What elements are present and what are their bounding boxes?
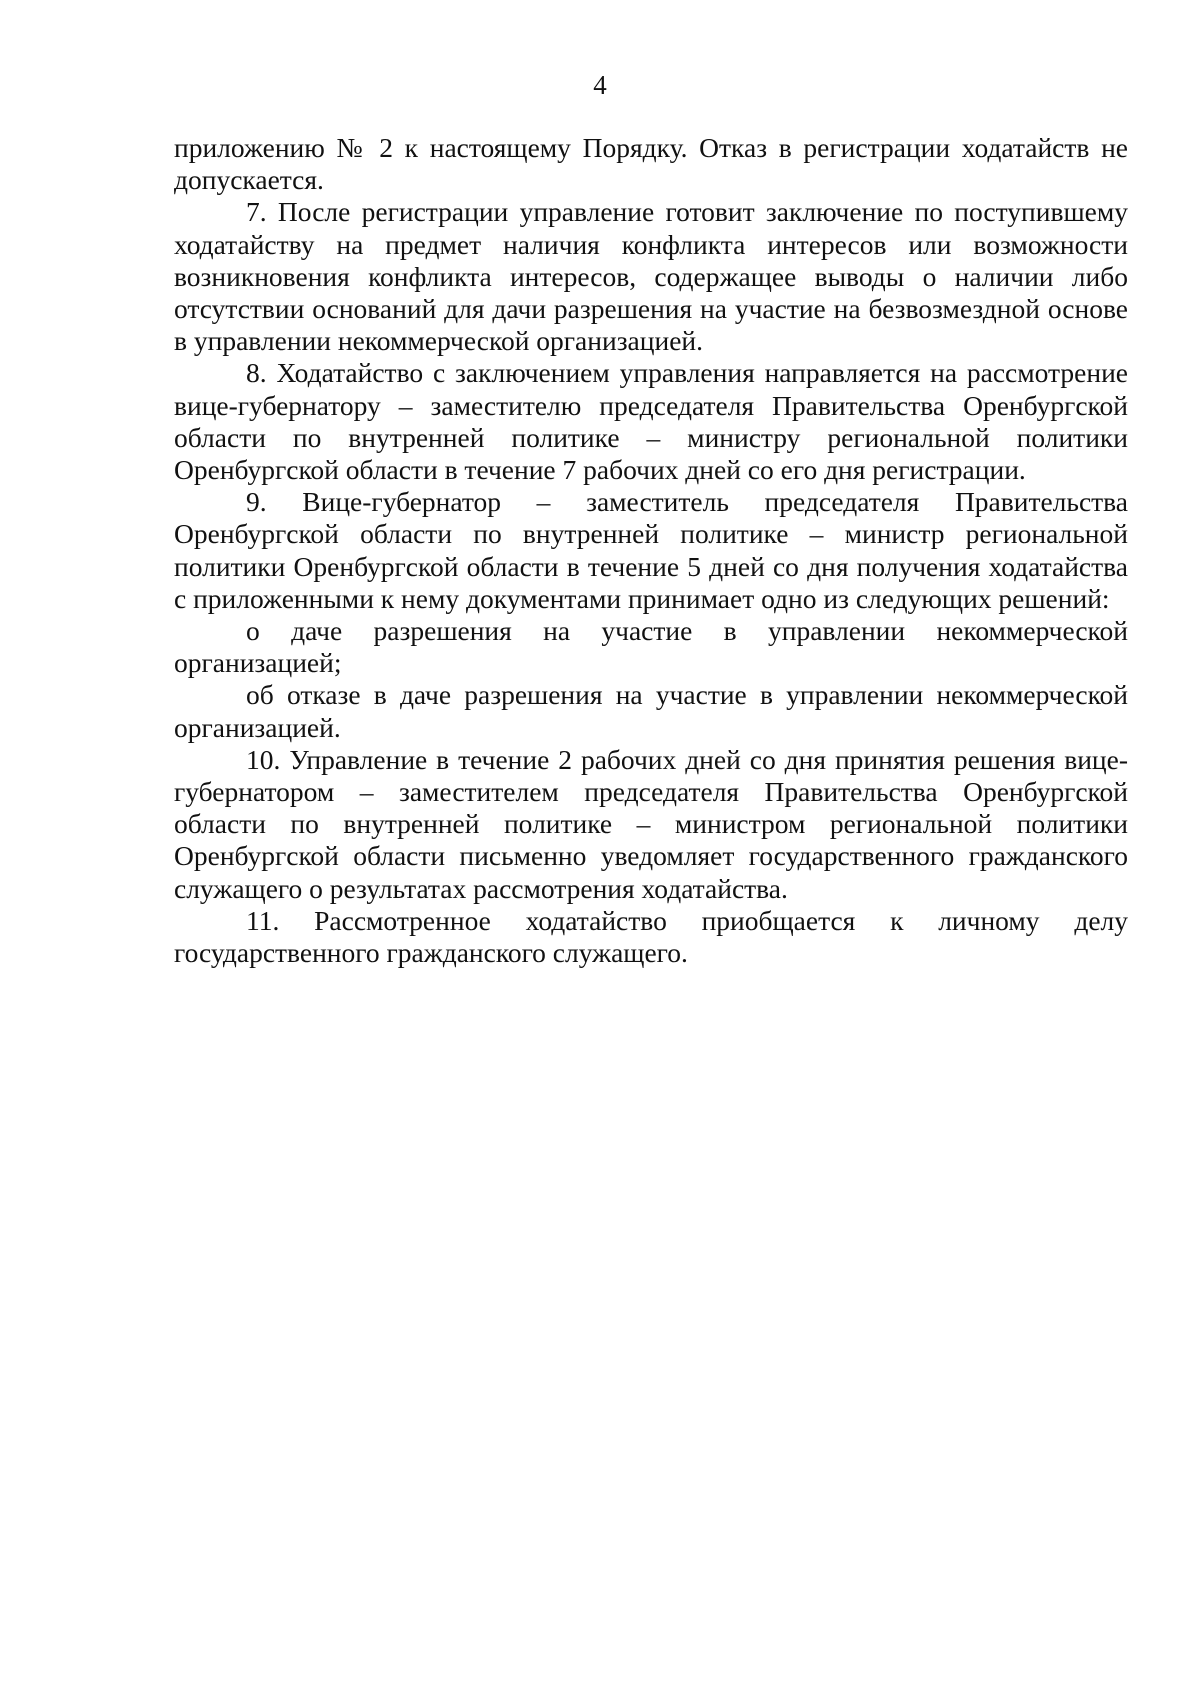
paragraph-item-10: 10. Управление в течение 2 рабочих дней со дня принятия решения вице-губернатором – заместителем председателя Правительства Оренбургской области по внутренней политике – министром региональной политики Оренбургской области письменно уведомляет государственного гражданского служащего о результатах рассмотрения ходатайства. [174,743,1128,904]
paragraph-item-9: 9. Вице-губернатор – заместитель председателя Правительства Оренбургской области по внутренней политике – министр региональной политики Оренбургской области в течение 5 дней со дня получения ходатайства с приложенными к нему документами принимает одно из следующих решений: [174,486,1128,614]
paragraph-item-7: 7. После регистрации управление готовит заключение по поступившему ходатайству на предмет наличия конфликта интересов или возможности возникновения конфликта интересов, содержащее выводы о наличии либо отсутствии оснований для дачи разрешения на участие на безвозмездной основе в управлении некоммерческой организацией. [174,196,1128,357]
page-number: 4 [593,70,607,100]
paragraph-continuation: приложению № 2 к настоящему Порядку. Отказ в регистрации ходатайств не допускается. [174,132,1128,196]
paragraph-item-8: 8. Ходатайство с заключением управления направляется на рассмотрение вице-губернатору – заместителю председателя Правительства Оренбургской области по внутренней политике – министру региональной политики Оренбургской области в течение 7 рабочих дней со его дня регистрации. [174,357,1128,486]
paragraph-decision-refusal: об отказе в даче разрешения на участие в управлении некоммерческой организацией. [174,679,1128,743]
paragraph-item-11: 11. Рассмотренное ходатайство приобщается к личному делу государственного гражданского служащего. [174,904,1128,969]
document-body [174,132,1128,969]
paragraph-decision-permit: о даче разрешения на участие в управлении некоммерческой организацией; [174,615,1128,679]
